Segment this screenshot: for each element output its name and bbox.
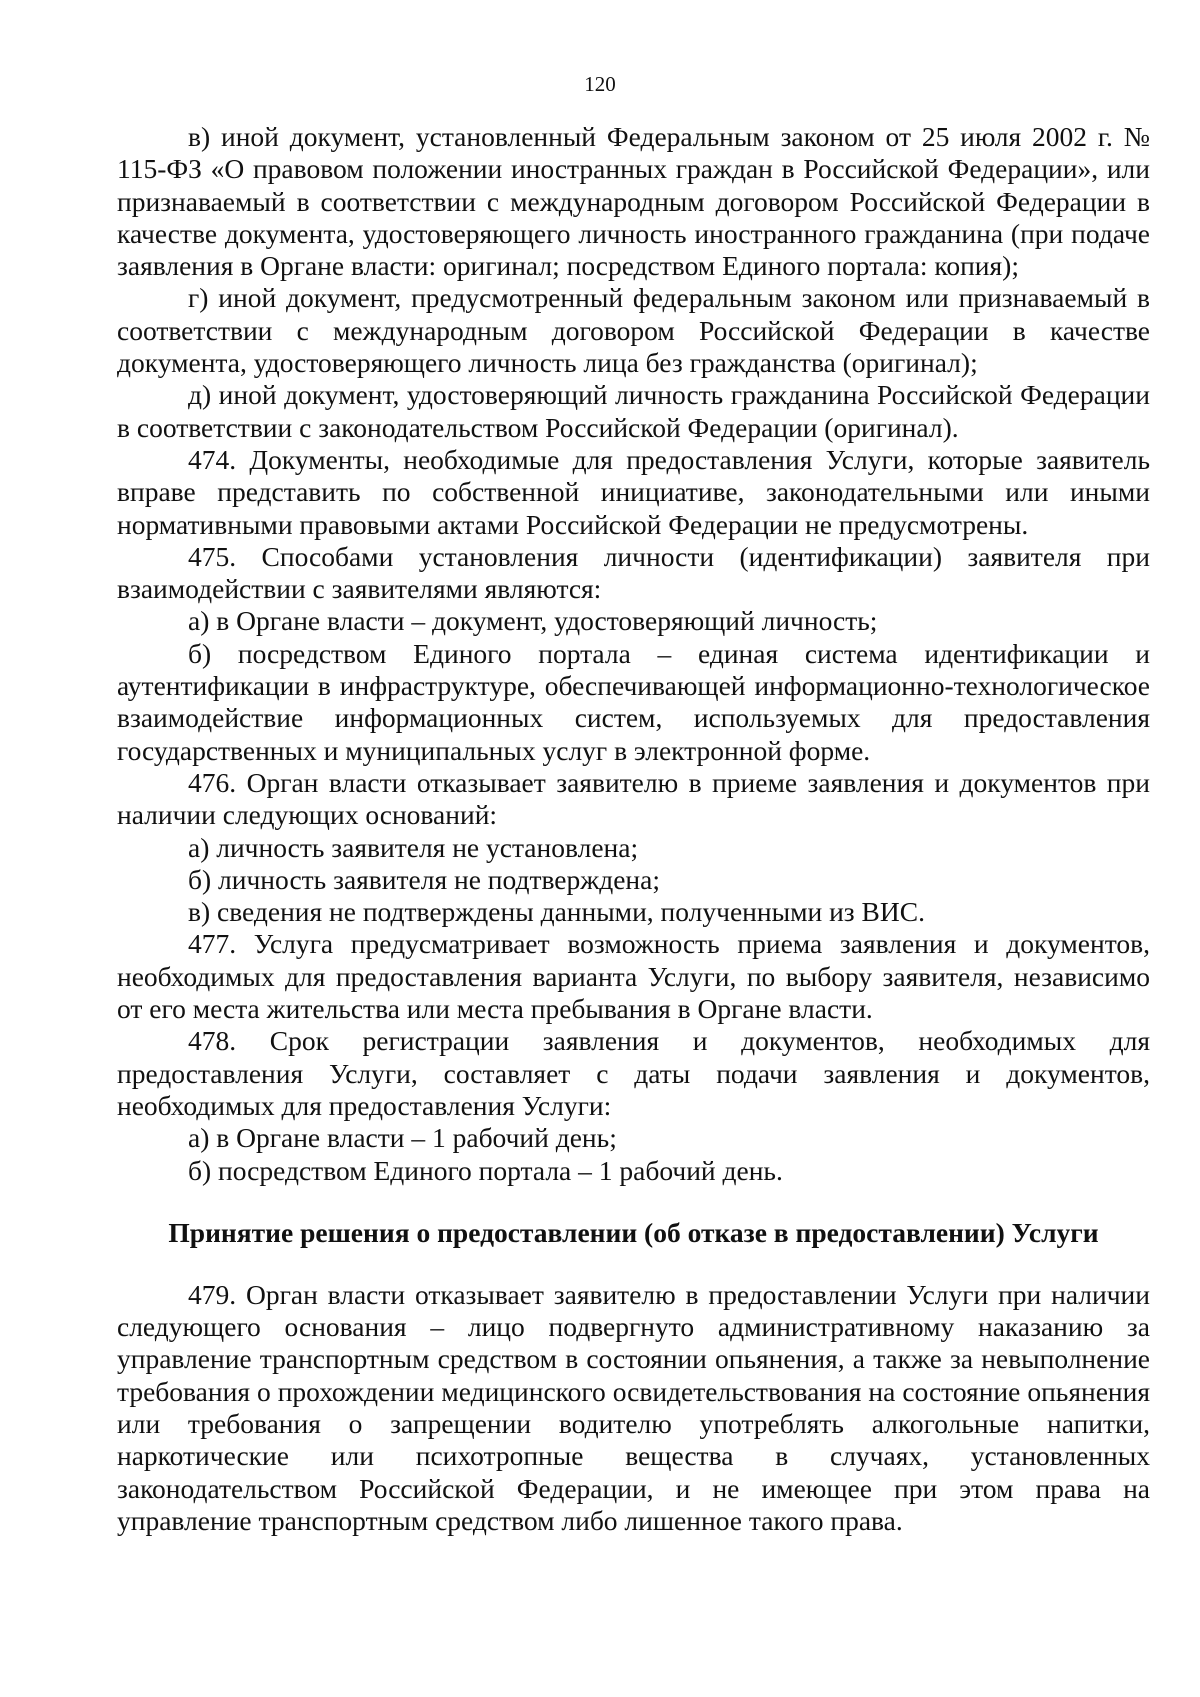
paragraph-474: 474. Документы, необходимые для предоставления Услуги, которые заявитель вправе представить по собственной инициативе, законодательными или иными нормативными правовыми актами Российской Федерации не предусмотрены. — [117, 443, 1150, 540]
paragraph-475: 475. Способами установления личности (идентификации) заявителя при взаимодействии с заявителями являются: — [117, 540, 1150, 605]
paragraph-item-d-citizen-document: д) иной документ, удостоверяющий личность гражданина Российской Федерации в соответствии с законодательством Российской Федерации (оригинал). — [117, 379, 1150, 443]
paragraph-476-item-v: в) сведения не подтверждены данными, полученными из ВИС. — [188, 896, 925, 928]
paragraph-item-g-stateless-document: г) иной документ, предусмотренный федеральным законом или признаваемый в соответствии с международным договором Российской Федерации в качестве документа, удостоверяющего личность лица без гражданства (оригинал); — [117, 282, 1150, 379]
paragraph-476-item-b: б) личность заявителя не подтверждена; — [188, 863, 660, 895]
paragraph-478-item-a: а) в Органе власти – 1 рабочий день; — [188, 1122, 617, 1154]
paragraph-478: 478. Срок регистрации заявления и документов, необходимых для предоставления Услуги, составляет с даты подачи заявления и документов, необходимых для предоставления Услуги: — [117, 1025, 1150, 1121]
section-heading: Принятие решения о предоставлении (об отказе в предоставлении) Услуги — [168, 1216, 1099, 1248]
paragraph-475-item-b: б) посредством Единого портала – единая система идентификации и аутентификации в инфраструктуре, обеспечивающей информационно-технологическое взаимодействие информационных систем, используемых для предоставления государственных и муниципальных услуг в электронной форме. — [117, 637, 1150, 766]
paragraph-478-item-b: б) посредством Единого портала – 1 рабочий день. — [188, 1154, 783, 1186]
document-body — [117, 121, 1150, 1537]
paragraph-477: 477. Услуга предусматривает возможность приема заявления и документов, необходимых для предоставления варианта Услуги, по выбору заявителя, независимо от его места жительства или места пребывания в Органе власти. — [117, 928, 1150, 1025]
paragraph-476: 476. Орган власти отказывает заявителю в приеме заявления и документов при наличии следующих оснований: — [117, 766, 1150, 831]
paragraph-475-item-a: а) в Органе власти – документ, удостоверяющий личность; — [188, 605, 878, 637]
paragraph-item-v-foreign-citizen-document: в) иной документ, установленный Федеральным законом от 25 июля 2002 г. № 115-ФЗ «О правовом положении иностранных граждан в Российской Федерации», или признаваемый в соответствии с международным договором Российской Федерации в качестве документа, удостоверяющего личность иностранного гражданина (при подаче заявления в Органе власти: оригинал; посредством Единого портала: копия); — [117, 121, 1150, 282]
page-number: 120 — [584, 72, 616, 96]
paragraph-476-item-a: а) личность заявителя не установлена; — [188, 831, 639, 863]
paragraph-479: 479. Орган власти отказывает заявителю в предоставлении Услуги при наличии следующего основания – лицо подвергнуто административному наказанию за управление транспортным средством в состоянии опьянения, а также за невыполнение требования о прохождении медицинского освидетельствования на состояние опьянения или требования о запрещении водителю употреблять алкогольные напитки, наркотические или психотропные вещества в случаях, установленных законодательством Российской Федерации, и не имеющее при этом права на управление транспортным средством либо лишенное такого права. — [117, 1278, 1150, 1536]
